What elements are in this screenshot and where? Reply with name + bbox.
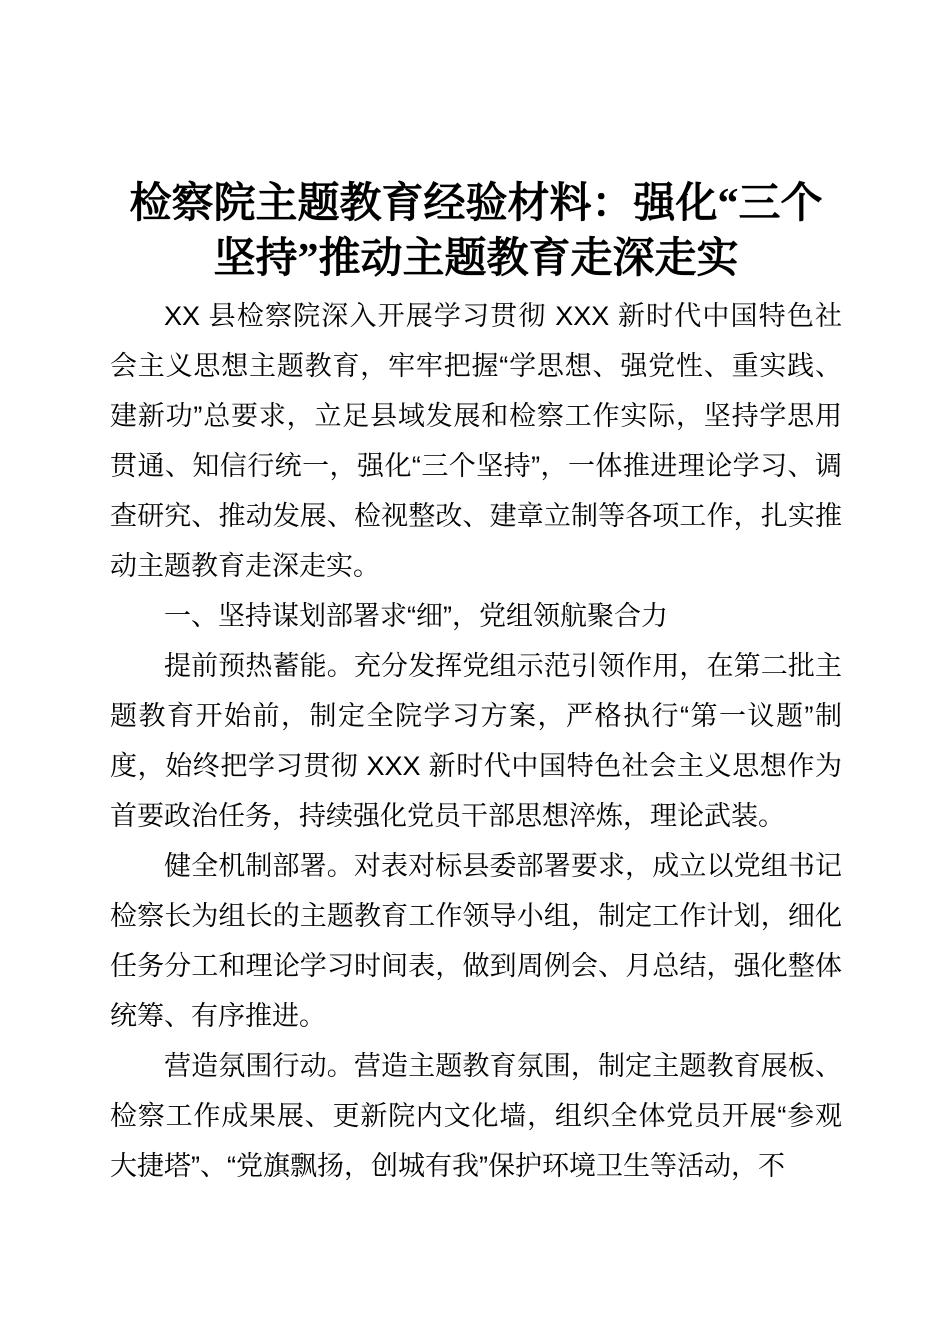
document-title: 检察院主题教育经验材料：强化“三个坚持”推动主题教育走深走实 [129,181,823,282]
paragraph: 健全机制部署。对表对标县委部署要求，成立以党组书记检察长为组长的主题教育工作领导小组，制定工作计划，细化任务分工和理论学习时间表，做到周例会、月总结，强化整体统筹、有序推进。 [110,851,842,1031]
document-body [110,291,842,1191]
paragraph: 提前预热蓄能。充分发挥党组示范引领作用，在第二批主题教育开始前，制定全院学习方案，严格执行“第一议题”制度，始终把学习贯彻 XXX 新时代中国特色社会主义思想作为首要政治任务，持续强化党员干部思想淬炼，理论武装。 [110,651,842,831]
paragraph: 营造氛围行动。营造主题教育氛围，制定主题教育展板、检察工作成果展、更新院内文化墙，组织全体党员开展“参观大捷塔”、“党旗飘扬，创城有我”保护环境卫生等活动，不 [110,1051,842,1181]
paragraph: XX 县检察院深入开展学习贯彻 XXX 新时代中国特色社会主义思想主题教育，牢牢把握“学思想、强党性、重实践、建新功”总要求，立足县域发展和检察工作实际，坚持学思用贯通、知信行统一，强化“三个坚持”，一体推进理论学习、调查研究、推动发展、检视整改、建章立制等各项工作，扎实推动主题教育走深走实。 [110,301,842,581]
section-heading: 一、坚持谋划部署求“细”，党组领航聚合力 [164,601,668,631]
